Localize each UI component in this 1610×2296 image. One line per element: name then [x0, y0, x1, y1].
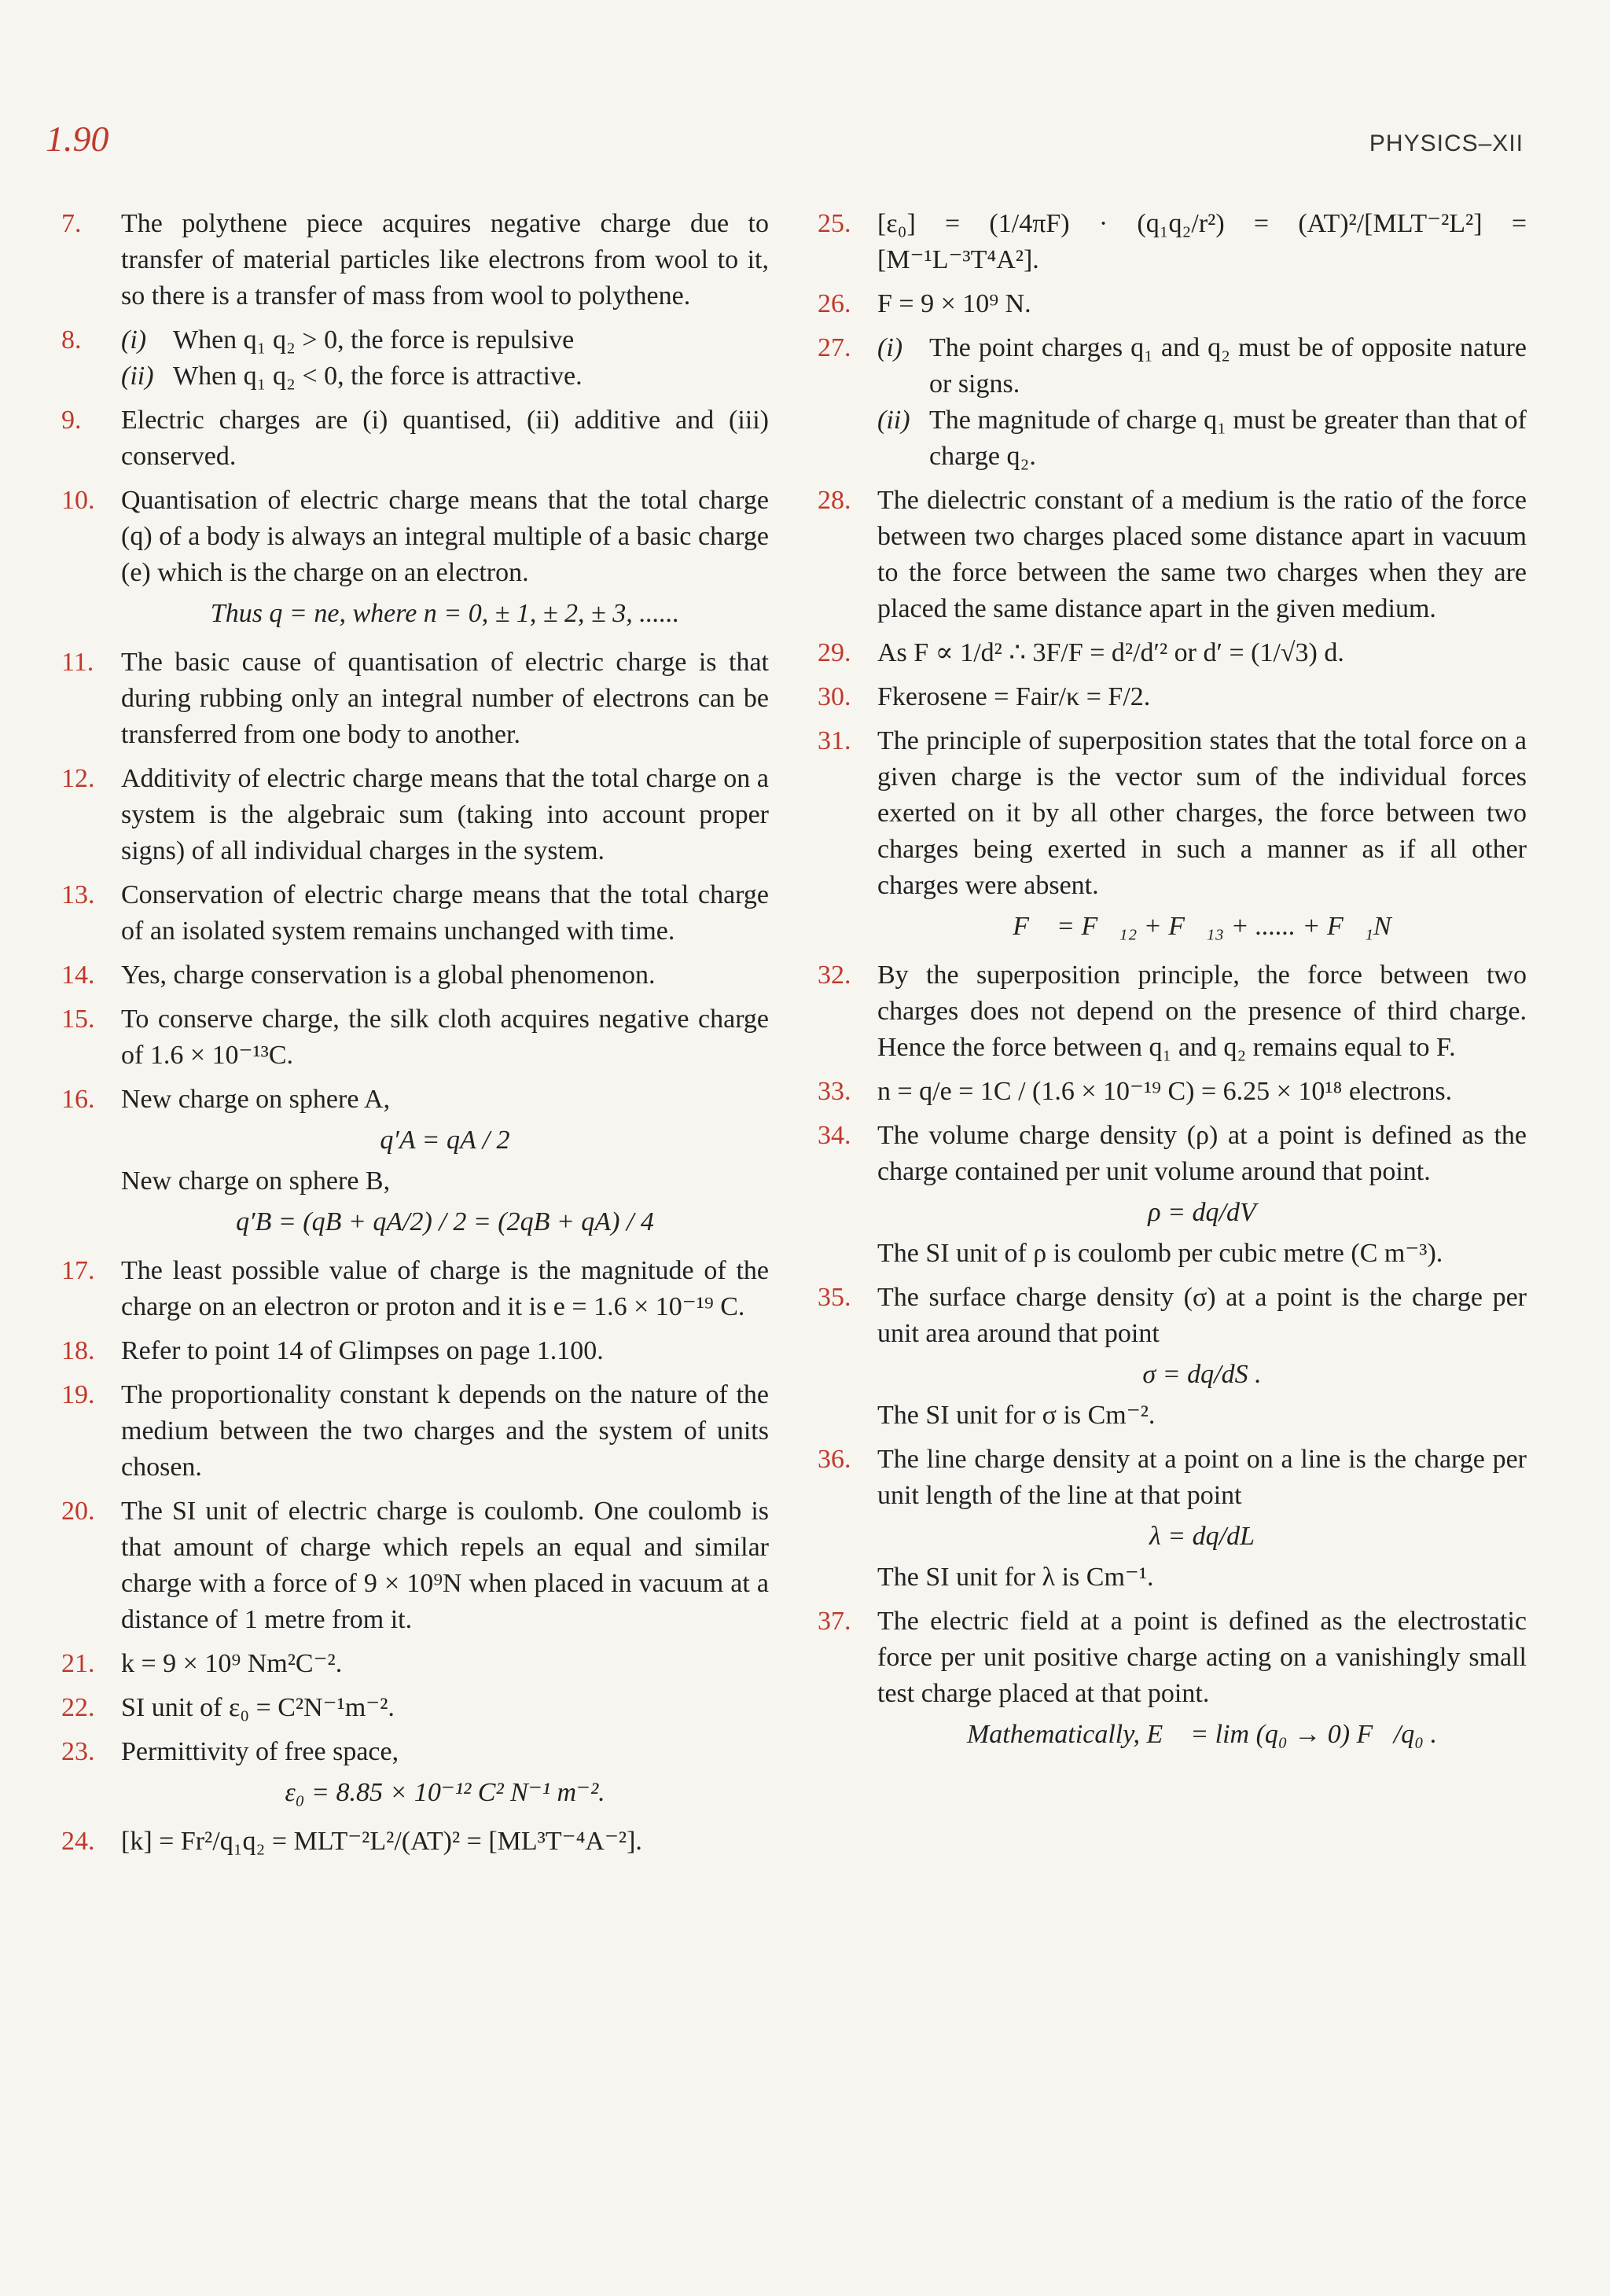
answer-text: The principle of superposition states that the total force on a given charge is the vector sum of the individual forces exerted on it by all other charges, the force between two charges being exerted in such a manner as if all other charges were absent.	[877, 726, 1527, 900]
answer-item	[818, 286, 1527, 322]
answer-item	[61, 1253, 769, 1325]
formula: ρ = dq/dV	[1148, 1198, 1256, 1227]
answer-item	[61, 402, 769, 475]
sub-point	[877, 330, 1527, 402]
sub-text: The point charges q₁ and q₂ must be of opposite nature or signs.	[929, 333, 1527, 399]
answer-number: 20.	[61, 1497, 95, 1526]
sub-label: (i)	[121, 325, 147, 355]
answer-number: 10.	[61, 486, 95, 515]
answer-number: 26.	[818, 289, 851, 318]
answer-number: 19.	[61, 1380, 95, 1409]
answer-body	[121, 1082, 769, 1245]
answer-text: The dielectric constant of a medium is the ratio of the force between two charges placed some distance apart in vacuum to the force between the same two charges when they are placed the same distance apart in the given medium.	[877, 486, 1527, 623]
answer-text: [k] = Fr²/q₁q₂ = MLT⁻²L²/(AT)² = [ML³T⁻⁴A⁻²].	[121, 1827, 642, 1856]
answer-body	[877, 1074, 1527, 1110]
answer-number: 17.	[61, 1256, 95, 1285]
answer-text: Additivity of electric charge means that the total charge on a system is the algebraic sum (taking into account proper signs) of all individual charges in the system.	[121, 764, 769, 865]
answer-text: Fkerosene = Fair/κ = F/2.	[877, 682, 1151, 711]
answer-item	[61, 1001, 769, 1074]
answer-text: Quantisation of electric charge means that the total charge (q) of a body is always an integral multiple of a basic charge (e) which is the charge on an electron.	[121, 486, 769, 587]
answer-item	[61, 1082, 769, 1245]
left-column	[61, 206, 769, 1868]
answer-text: The proportionality constant k depends on the nature of the medium between the two charges and the system of units chosen.	[121, 1380, 769, 1482]
answer-item	[818, 1074, 1527, 1110]
answer-item	[818, 1280, 1527, 1434]
answer-item	[61, 1377, 769, 1486]
answer-item	[818, 1442, 1527, 1596]
answer-number: 28.	[818, 486, 851, 515]
answer-number: 11.	[61, 648, 94, 677]
answer-body	[121, 322, 769, 395]
answer-item	[61, 206, 769, 314]
answer-text: The SI unit for λ is Cm⁻¹.	[877, 1563, 1154, 1592]
answer-body	[877, 679, 1527, 715]
answer-body	[877, 723, 1527, 950]
answer-body	[877, 1442, 1527, 1596]
answer-item	[61, 1493, 769, 1638]
formula: Mathematically, E⃗ = lim (q₀ → 0) F⃗/q₀ .	[966, 1720, 1438, 1749]
answer-text: F = 9 × 10⁹ N.	[877, 289, 1031, 318]
answer-body	[121, 1690, 769, 1726]
answer-number: 8.	[61, 325, 82, 355]
sub-point	[121, 322, 769, 358]
answer-body	[121, 877, 769, 950]
answer-item	[61, 1333, 769, 1369]
answer-body	[121, 1646, 769, 1682]
answer-body	[877, 330, 1527, 475]
answer-number: 36.	[818, 1445, 851, 1474]
formula: Thus q = ne, where n = 0, ± 1, ± 2, ± 3, ......	[210, 599, 680, 628]
answer-number: 13.	[61, 880, 95, 909]
answer-number: 37.	[818, 1607, 851, 1636]
answer-number: 16.	[61, 1085, 95, 1114]
answer-number: 25.	[818, 209, 851, 238]
sub-label: (ii)	[877, 406, 910, 435]
answer-item	[818, 1604, 1527, 1758]
answer-text: The volume charge density (ρ) at a point is defined as the charge contained per unit volume around that point.	[877, 1121, 1527, 1186]
sub-point	[877, 402, 1527, 475]
answer-number: 35.	[818, 1283, 851, 1312]
answer-text: Permittivity of free space,	[121, 1737, 399, 1766]
answer-number: 22.	[61, 1693, 95, 1722]
answer-text: Electric charges are (i) quantised, (ii) additive and (iii) conserved.	[121, 406, 769, 471]
answer-body	[121, 402, 769, 475]
answer-body	[877, 286, 1527, 322]
answer-item	[61, 1646, 769, 1682]
answer-number: 18.	[61, 1336, 95, 1365]
formula: F⃗ = F⃗₁₂ + F⃗₁₃ + ...... + F⃗₁N	[1013, 912, 1391, 941]
answer-text: Yes, charge conservation is a global phenomenon.	[121, 961, 656, 990]
answer-number: 7.	[61, 209, 82, 238]
sub-label: (i)	[877, 333, 903, 362]
answer-body	[121, 1493, 769, 1638]
answer-item	[61, 877, 769, 950]
answer-text: The least possible value of charge is the magnitude of the charge on an electron or proton and it is e = 1.6 × 10⁻¹⁹ C.	[121, 1256, 769, 1321]
answer-body	[877, 957, 1527, 1066]
answer-text: n = q/e = 1C / (1.6 × 10⁻¹⁹ C) = 6.25 × 10¹⁸ electrons.	[877, 1077, 1453, 1106]
answer-number: 27.	[818, 333, 851, 362]
answer-body	[121, 1377, 769, 1486]
answer-body	[121, 1824, 769, 1860]
sub-point	[121, 358, 769, 395]
answer-text: The basic cause of quantisation of electric charge is that during rubbing only an integral number of electrons can be transferred from one body to another.	[121, 648, 769, 749]
answer-body	[877, 1604, 1527, 1758]
sub-text: The magnitude of charge q₁ must be greater than that of charge q₂.	[929, 406, 1527, 471]
answer-body	[877, 483, 1527, 627]
answer-text: Refer to point 14 of Glimpses on page 1.100.	[121, 1336, 604, 1365]
answer-number: 33.	[818, 1077, 851, 1106]
answer-number: 34.	[818, 1121, 851, 1150]
answer-text: Conservation of electric charge means that the total charge of an isolated system remains unchanged with time.	[121, 880, 769, 946]
answer-item	[61, 322, 769, 395]
answer-text: To conserve charge, the silk cloth acquires negative charge of 1.6 × 10⁻¹³C.	[121, 1005, 769, 1070]
answer-number: 32.	[818, 961, 851, 990]
formula: σ = dq/dS .	[1142, 1360, 1262, 1389]
answer-text: The SI unit for σ is Cm⁻².	[877, 1401, 1156, 1430]
sub-text: When q₁ q₂ < 0, the force is attractive.	[173, 362, 583, 391]
answer-text: As F ∝ 1/d² ∴ 3F/F = d²/d′² or d′ = (1/√3) d.	[877, 638, 1344, 667]
answer-body	[121, 645, 769, 753]
answer-body	[121, 1001, 769, 1074]
answer-item	[818, 1118, 1527, 1272]
answer-body	[121, 761, 769, 869]
answer-item	[818, 206, 1527, 278]
answer-text: By the superposition principle, the force between two charges does not depend on the presence of third charge. Hence the force between q₁ and q₂ remains equal to F.	[877, 961, 1527, 1062]
answer-item	[818, 957, 1527, 1066]
answer-text: The SI unit of ρ is coulomb per cubic metre (C m⁻³).	[877, 1239, 1443, 1268]
answer-text: SI unit of ε₀ = C²N⁻¹m⁻².	[121, 1693, 395, 1722]
answer-item	[61, 1824, 769, 1860]
answer-text: The electric field at a point is defined as the electrostatic force per unit positive charge acting on a vanishingly small test charge placed at that point.	[877, 1607, 1527, 1708]
answer-number: 14.	[61, 961, 95, 990]
answer-item	[61, 645, 769, 753]
book-title: PHYSICS–XII	[1369, 130, 1524, 156]
answer-body	[121, 483, 769, 637]
answer-number: 21.	[61, 1649, 95, 1678]
answer-body	[877, 1118, 1527, 1272]
formula: λ = dq/dL	[1149, 1522, 1255, 1551]
formula: q′A = qA / 2	[380, 1126, 510, 1155]
answer-body	[121, 1253, 769, 1325]
answer-text: New charge on sphere B,	[121, 1166, 391, 1196]
answer-item	[61, 957, 769, 994]
answer-item	[61, 483, 769, 637]
answer-number: 9.	[61, 406, 82, 435]
answer-item	[61, 761, 769, 869]
answer-number: 30.	[818, 682, 851, 711]
answer-number: 12.	[61, 764, 95, 793]
formula: ε₀ = 8.85 × 10⁻¹² C² N⁻¹ m⁻².	[285, 1778, 605, 1807]
answer-item	[818, 679, 1527, 715]
answer-body	[877, 1280, 1527, 1434]
answer-item	[818, 723, 1527, 950]
formula: q′B = (qB + qA/2) / 2 = (2qB + qA) / 4	[236, 1207, 654, 1236]
answer-text: The SI unit of electric charge is coulomb. One coulomb is that amount of charge which repels an equal and similar charge with a force of 9 × 10⁹N when placed in vacuum at a distance of 1 metre from it.	[121, 1497, 769, 1634]
answer-item	[61, 1690, 769, 1726]
answer-text: The surface charge density (σ) at a point is the charge per unit area around that point	[877, 1283, 1527, 1348]
answer-text: [ε₀] = (1/4πF) · (q₁q₂/r²) = (AT)²/[MLT⁻²L²] = [M⁻¹L⁻³T⁴A²].	[877, 209, 1527, 274]
answer-body	[121, 1333, 769, 1369]
answer-body	[877, 206, 1527, 278]
sub-text: When q₁ q₂ > 0, the force is repulsive	[173, 325, 575, 355]
answer-text: k = 9 × 10⁹ Nm²C⁻².	[121, 1649, 343, 1678]
answer-item	[818, 330, 1527, 475]
answer-item	[61, 1734, 769, 1816]
answer-text: The line charge density at a point on a line is the charge per unit length of the line at that point	[877, 1445, 1527, 1510]
answer-number: 15.	[61, 1005, 95, 1034]
answer-body	[121, 1734, 769, 1816]
answer-number: 29.	[818, 638, 851, 667]
answer-item	[818, 635, 1527, 671]
answer-item	[818, 483, 1527, 627]
sub-label: (ii)	[121, 362, 154, 391]
page-number: 1.90	[46, 119, 109, 159]
answer-text: The polythene piece acquires negative charge due to transfer of material particles like electrons from wool to it, so there is a transfer of mass from wool to polythene.	[121, 209, 769, 310]
answer-body	[121, 206, 769, 314]
answer-body	[121, 957, 769, 994]
answer-text: New charge on sphere A,	[121, 1085, 391, 1114]
right-column	[818, 206, 1527, 1765]
answer-body	[877, 635, 1527, 671]
answer-number: 31.	[818, 726, 851, 755]
answer-number: 23.	[61, 1737, 95, 1766]
answer-number: 24.	[61, 1827, 95, 1856]
